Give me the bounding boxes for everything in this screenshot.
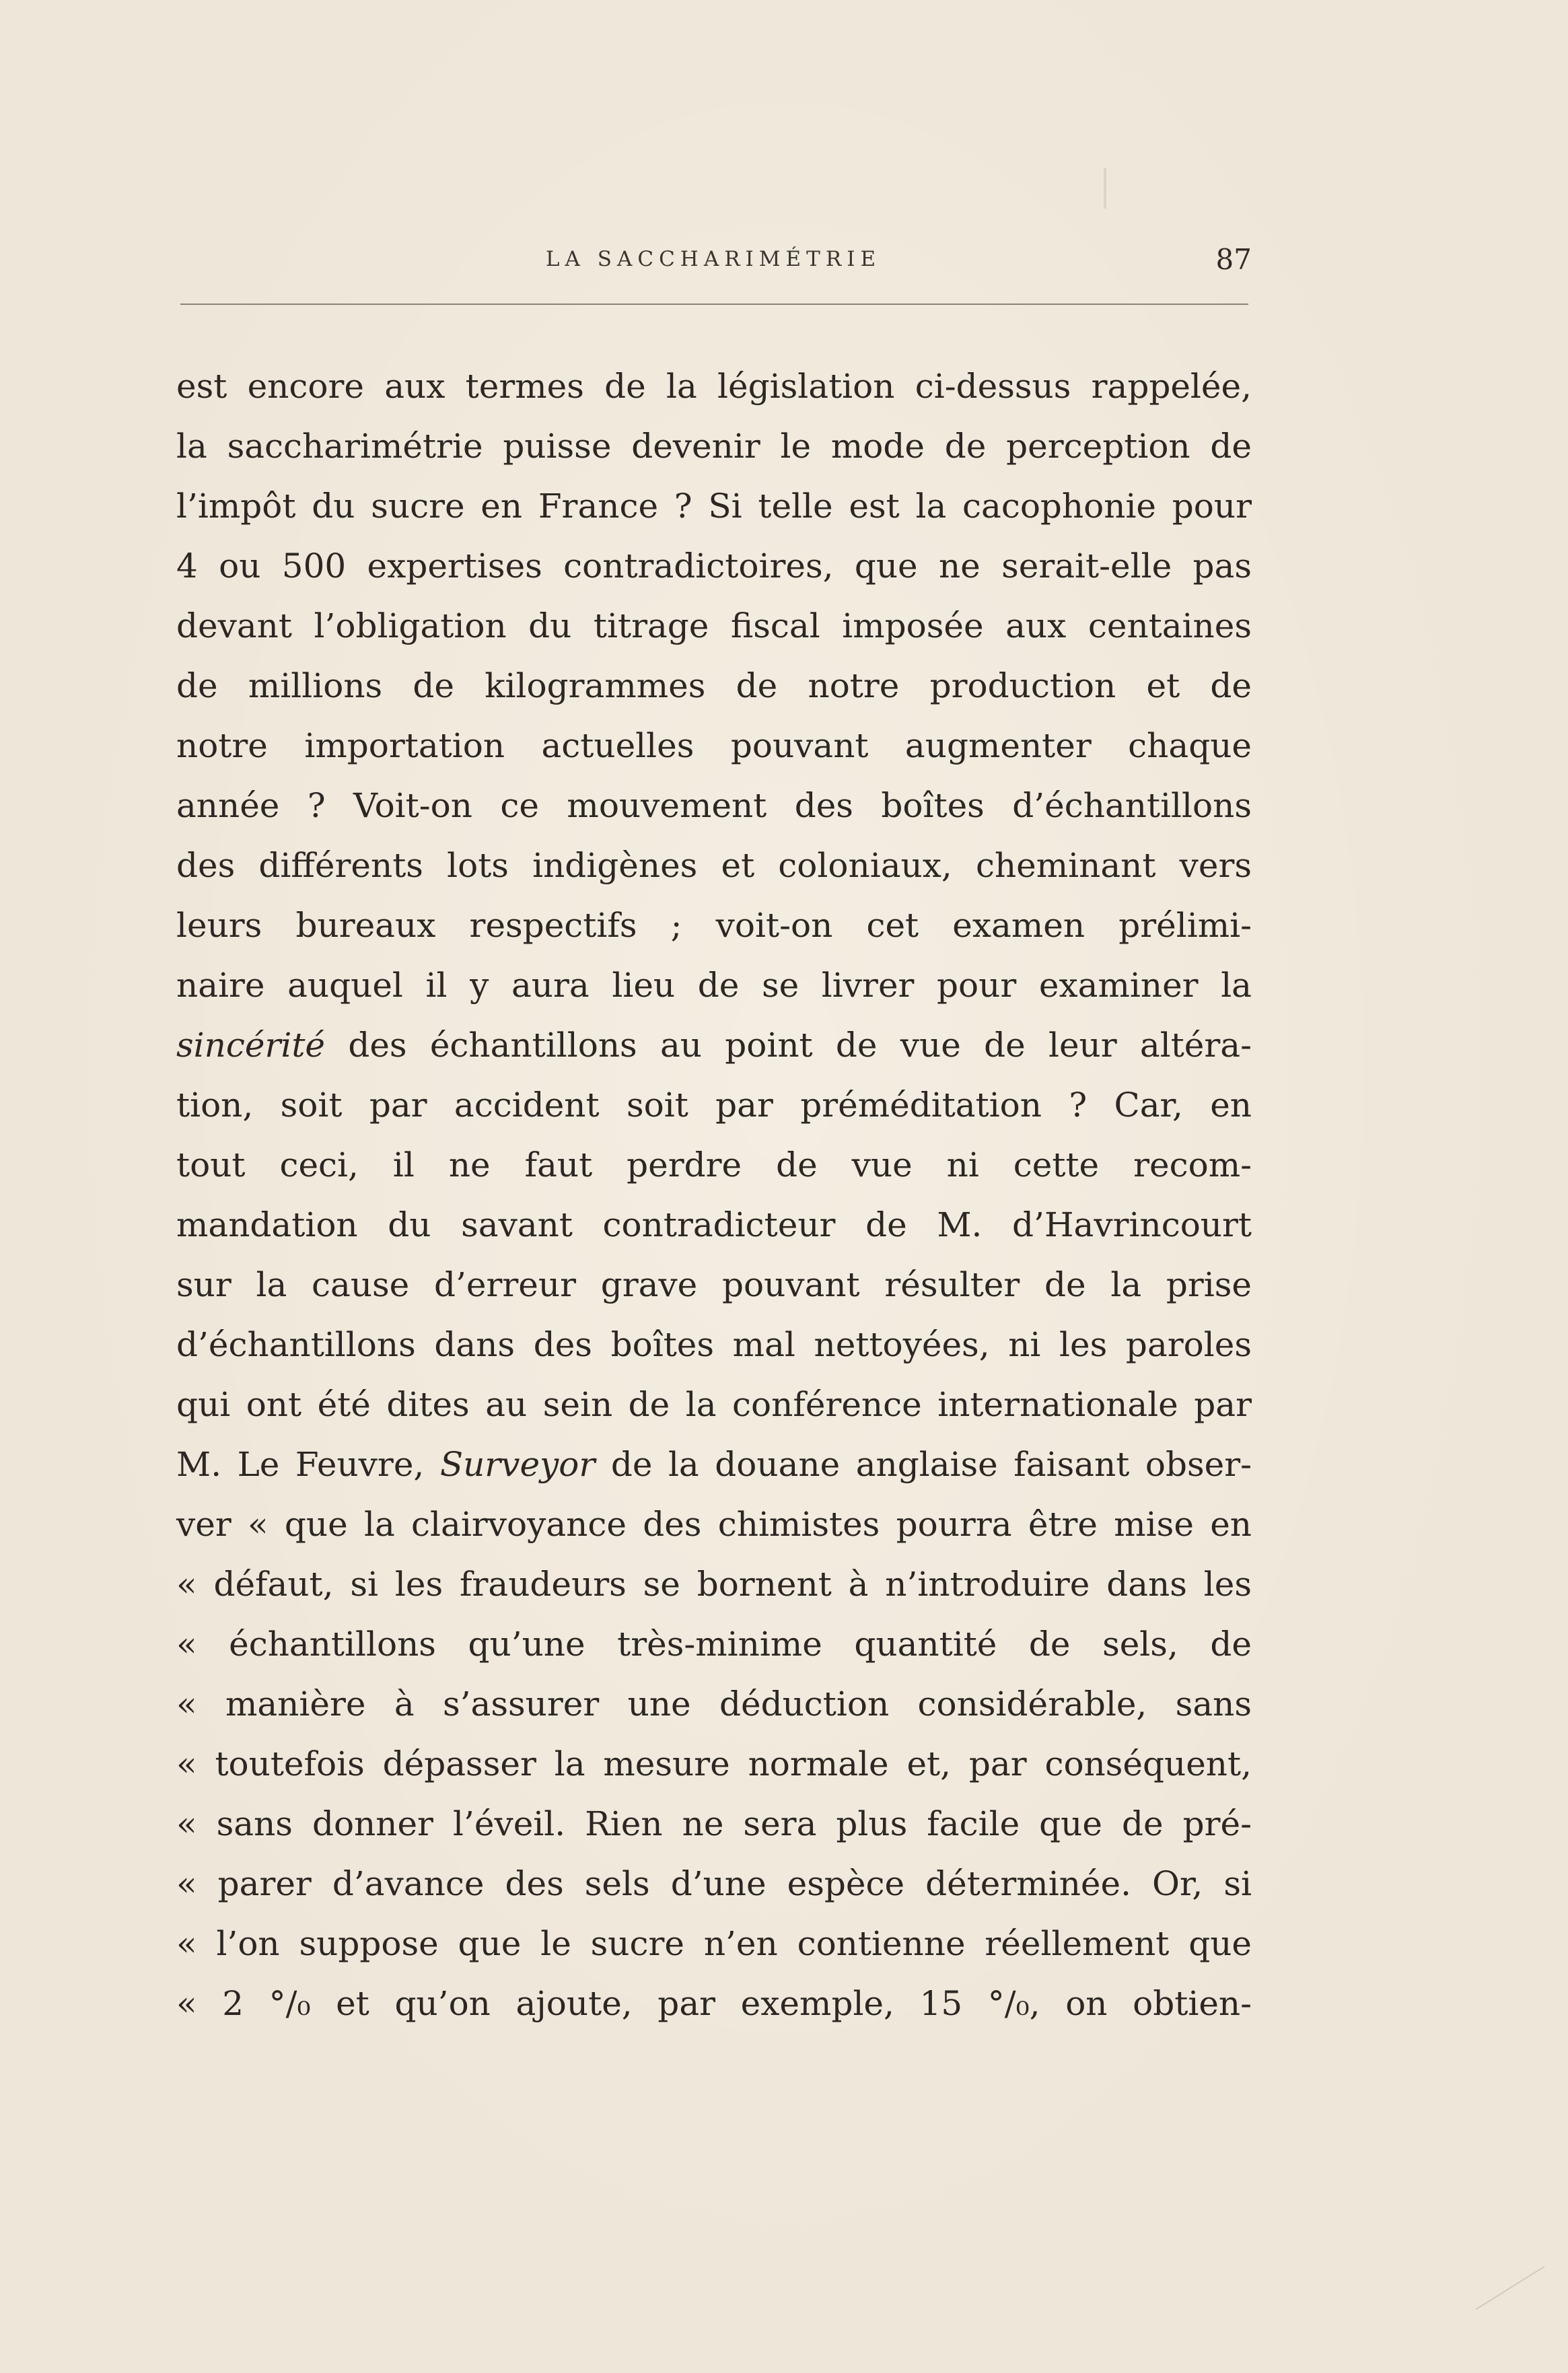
text-line: 4 ou 500 expertises contradictoires, que ne serait-elle pas	[176, 546, 1252, 586]
text-line: « 2 °/₀ et qu’on ajoute, par exemple, 15 °/₀, on obtien-	[176, 1984, 1252, 2023]
text-line	[176, 1016, 1252, 1075]
text-line: « défaut, si les fraudeurs se bornent à n’introduire dans les	[176, 1565, 1252, 1604]
page-header	[175, 232, 1252, 286]
text-line: l’impôt du sucre en France ? Si telle est la cacophonie pour	[176, 487, 1252, 526]
text-line: d’échantillons dans des boîtes mal nettoyées, ni les paroles	[176, 1325, 1252, 1364]
text-line: « manière à s’assurer une déduction considérable, sans	[176, 1685, 1252, 1724]
page-number: 87	[1215, 243, 1252, 276]
text-segment: M. Le Feuvre,	[176, 1445, 425, 1484]
italic-word: sincérité	[176, 1026, 326, 1065]
text-line: leurs bureaux respectifs ; voit-on cet examen prélimi-	[176, 906, 1252, 945]
text-line: « toutefois dépasser la mesure normale et, par conséquent,	[176, 1744, 1252, 1783]
text-line: de millions de kilogrammes de notre production et de	[176, 666, 1252, 705]
paper-smudge	[1104, 168, 1106, 209]
text-line: est encore aux termes de la législation ci-dessus rappelée,	[176, 367, 1252, 406]
text-line: naire auquel il y aura lieu de se livrer pour examiner la	[176, 966, 1252, 1005]
text-line: « parer d’avance des sels d’une espèce déterminée. Or, si	[176, 1864, 1252, 1903]
header-rule	[180, 304, 1248, 305]
text-line: devant l’obligation du titrage fiscal imposée aux centaines	[176, 606, 1252, 645]
text-line: mandation du savant contradicteur de M. d’Havrincourt	[176, 1205, 1252, 1244]
body-text	[176, 357, 1252, 2034]
text-line: sur la cause d’erreur grave pouvant résulter de la prise	[176, 1265, 1252, 1304]
text-line: notre importation actuelles pouvant augmenter chaque	[176, 726, 1252, 765]
text-segment: des échantillons au point de vue de leur altéra-	[348, 1026, 1252, 1065]
text-line	[176, 1435, 1252, 1495]
text-line: « l’on suppose que le sucre n’en contienne réellement que	[176, 1924, 1252, 1963]
text-line: des différents lots indigènes et coloniaux, cheminant vers	[176, 846, 1252, 885]
page-corner-crease	[1476, 2266, 1567, 2344]
text-line: « échantillons qu’une très-minime quantité de sels, de	[176, 1625, 1252, 1664]
text-line: qui ont été dites au sein de la conférence internationale par	[176, 1385, 1252, 1424]
text-line: année ? Voit-on ce mouvement des boîtes d’échantillons	[176, 786, 1252, 825]
text-line: la saccharimétrie puisse devenir le mode de perception de	[176, 427, 1252, 466]
text-segment: de la douane anglaise faisant obser-	[610, 1445, 1252, 1484]
text-line: ver « que la clairvoyance des chimistes pourra être mise en	[176, 1505, 1252, 1544]
running-title: LA SACCHARIMÉTRIE	[545, 247, 882, 271]
text-line: tion, soit par accident soit par préméditation ? Car, en	[176, 1086, 1252, 1125]
text-line: « sans donner l’éveil. Rien ne sera plus facile que de pré-	[176, 1804, 1252, 1843]
text-line: tout ceci, il ne faut perdre de vue ni cette recom-	[176, 1145, 1252, 1184]
italic-word: Surveyor	[439, 1445, 596, 1484]
